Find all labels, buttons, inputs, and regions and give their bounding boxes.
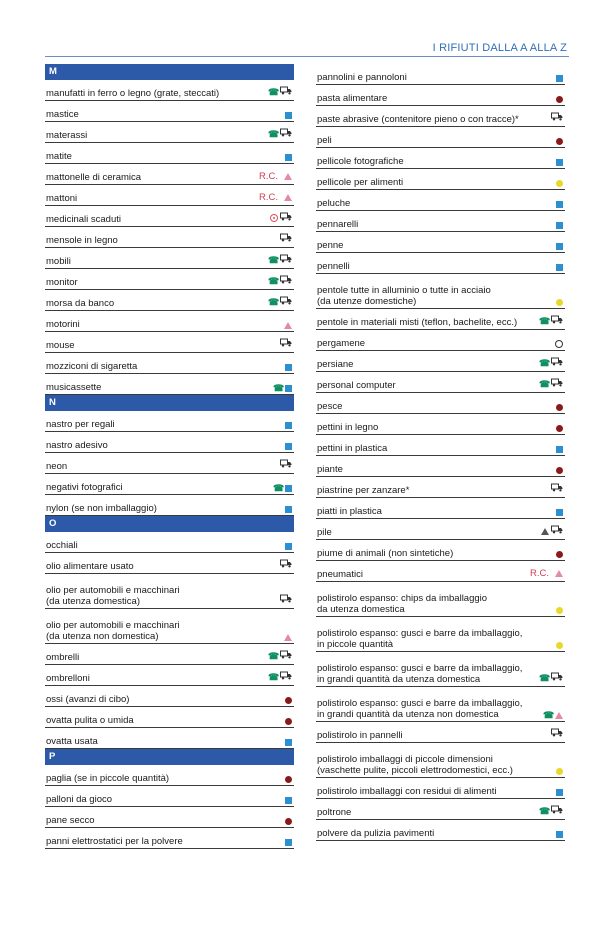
phone-icon: ☎ [543, 710, 555, 720]
list-item [316, 372, 565, 393]
item-label: manufatti in ferro o legno (grate, steccati) [46, 88, 220, 99]
phone-icon: ☎ [268, 254, 280, 265]
disposal-symbols [285, 718, 292, 725]
disposal-symbols [556, 789, 563, 796]
phone-icon: ☎ [268, 275, 280, 286]
phone-icon: ☎ [268, 86, 280, 97]
item-label: piume di animali (non sintetiche) [317, 548, 454, 559]
item-label: persiane [317, 359, 354, 370]
disposal-symbols [280, 559, 292, 571]
truck-icon [551, 315, 563, 327]
section-header [45, 395, 294, 411]
brown-dot [285, 697, 292, 704]
brown-dot [556, 138, 563, 145]
truck-icon [551, 525, 563, 537]
phone-icon: ☎ [273, 483, 285, 493]
header-rule [45, 56, 569, 57]
blue-square [285, 422, 292, 429]
list-item [316, 106, 565, 127]
list-item [45, 248, 294, 269]
disposal-symbols [285, 112, 292, 119]
list-item [45, 786, 294, 807]
yellow-dot [556, 768, 563, 775]
list-item [316, 414, 565, 435]
disposal-symbols [268, 671, 292, 683]
list-item [316, 743, 565, 778]
item-label: mastice [46, 109, 79, 120]
item-label: pettini in legno [317, 422, 379, 433]
truck-icon [280, 459, 292, 471]
item-label: olio alimentare usato [46, 561, 134, 572]
disposal-symbols [556, 201, 563, 208]
rc-label: R.C. [259, 171, 278, 182]
item-label: pile [317, 527, 332, 538]
disposal-symbols [284, 634, 292, 641]
disposal-symbols [556, 425, 563, 432]
yellow-dot [556, 642, 563, 649]
left-column [45, 64, 294, 849]
list-item [316, 435, 565, 456]
item-label: peluche [317, 198, 351, 209]
disposal-symbols [556, 138, 563, 145]
list-item [316, 617, 565, 652]
phone-icon: ☎ [539, 315, 551, 326]
disposal-symbols [280, 338, 292, 350]
pink-triangle [555, 712, 563, 719]
list-item [316, 456, 565, 477]
item-label: personal computer [317, 380, 396, 391]
disposal-symbols [539, 805, 563, 817]
disposal-symbols [556, 222, 563, 229]
brown-dot [556, 96, 563, 103]
item-label: musicassette [46, 382, 102, 393]
list-item [45, 828, 294, 849]
disposal-symbols [555, 340, 563, 348]
list-item [45, 206, 294, 227]
truck-icon [551, 805, 563, 817]
dark-triangle [541, 528, 549, 535]
list-item [316, 351, 565, 372]
blue-square [285, 385, 292, 392]
truck-icon [551, 483, 563, 495]
list-item [316, 498, 565, 519]
item-label: nylon (se non imballaggio) [46, 503, 157, 514]
item-label: paste abrasive (contenitore pieno o con tracce)* [317, 114, 519, 125]
item-label: pneumatici [317, 569, 363, 580]
list-item [45, 332, 294, 353]
list-item [316, 309, 565, 330]
disposal-symbols [285, 543, 292, 550]
item-label: penne [317, 240, 344, 251]
list-item [316, 148, 565, 169]
list-item [45, 686, 294, 707]
disposal-symbols [268, 275, 292, 287]
list-item [316, 799, 565, 820]
yellow-dot [556, 180, 563, 187]
truck-icon [280, 86, 292, 98]
truck-icon [280, 254, 292, 266]
section-letter: P [49, 750, 56, 762]
rc-label: R.C. [530, 568, 549, 579]
item-label: nastro adesivo [46, 440, 108, 451]
phone-icon: ☎ [539, 357, 551, 368]
phone-icon: ☎ [268, 296, 280, 307]
disposal-symbols [285, 506, 292, 513]
disposal-symbols [530, 568, 563, 579]
list-item [45, 707, 294, 728]
item-label: pettini in plastica [317, 443, 388, 454]
blue-square [285, 839, 292, 846]
item-label: negativi fotografici [46, 482, 123, 493]
pink-triangle [284, 194, 292, 201]
list-item [45, 227, 294, 248]
item-label: materassi [46, 130, 88, 141]
disposal-symbols [285, 739, 292, 746]
item-label: polistirolo espanso: gusci e barre da imballaggio, in grandi quantità da utenza non domestica [317, 698, 523, 720]
item-label: panni elettrostatici per la polvere [46, 836, 183, 847]
section-header [45, 749, 294, 765]
disposal-symbols [268, 650, 292, 662]
phone-icon: ☎ [268, 650, 280, 661]
disposal-symbols [556, 467, 563, 474]
disposal-symbols [556, 446, 563, 453]
item-label: ombrelli [46, 652, 80, 663]
list-item [45, 311, 294, 332]
list-item [45, 474, 294, 495]
disposal-symbols [539, 378, 563, 390]
list-item [45, 532, 294, 553]
truck-icon [280, 233, 292, 245]
list-item [45, 122, 294, 143]
item-label: monitor [46, 277, 78, 288]
truck-icon [551, 728, 563, 740]
brown-dot [556, 404, 563, 411]
list-item [45, 143, 294, 164]
item-label: ovatta pulita o umida [46, 715, 134, 726]
blue-square [556, 831, 563, 838]
section-header [45, 516, 294, 532]
item-label: olio per automobili e macchinari (da utenza domestica) [46, 585, 180, 607]
list-item [316, 393, 565, 414]
truck-icon [280, 650, 292, 662]
phone-icon: ☎ [268, 128, 280, 139]
list-item [316, 253, 565, 274]
item-label: mozziconi di sigaretta [46, 361, 138, 372]
list-item [45, 495, 294, 516]
truck-icon [551, 357, 563, 369]
disposal-symbols [285, 697, 292, 704]
item-label: pentole in materiali misti (teflon, bachelite, ecc.) [317, 317, 518, 328]
phone-icon: ☎ [268, 671, 280, 682]
yellow-dot [556, 607, 563, 614]
rc-label: R.C. [259, 192, 278, 203]
list-item [316, 330, 565, 351]
item-label: piante [317, 464, 343, 475]
disposal-symbols [556, 299, 563, 306]
item-label: morsa da banco [46, 298, 115, 309]
disposal-symbols [539, 315, 563, 327]
section-letter: N [49, 396, 56, 408]
truck-icon [280, 128, 292, 140]
item-label: medicinali scaduti [46, 214, 121, 225]
truck-icon [551, 672, 563, 684]
disposal-symbols [268, 86, 292, 98]
brown-dot [556, 467, 563, 474]
list-item [45, 101, 294, 122]
disposal-symbols [285, 818, 292, 825]
truck-icon [280, 296, 292, 308]
disposal-symbols [556, 551, 563, 558]
list-item [316, 211, 565, 232]
item-label: polistirolo imballaggi con residui di alimenti [317, 786, 497, 797]
list-item [316, 582, 565, 617]
item-label: mensole in legno [46, 235, 118, 246]
blue-square [556, 446, 563, 453]
disposal-symbols [551, 112, 563, 124]
item-label: pentole tutte in alluminio o tutte in acciaio (da utenze domestiche) [317, 285, 491, 307]
list-item [45, 453, 294, 474]
blue-square [556, 75, 563, 82]
list-item [316, 190, 565, 211]
blue-square [285, 506, 292, 513]
item-label: polistirolo espanso: gusci e barre da imballaggio, in grandi quantità da utenza domestica [317, 663, 523, 685]
blue-square [556, 243, 563, 250]
truck-icon [280, 559, 292, 571]
blue-square [556, 222, 563, 229]
disposal-symbols [556, 96, 563, 103]
list-item [45, 665, 294, 686]
blue-square [556, 264, 563, 271]
section-letter: M [49, 65, 57, 77]
right-column [316, 64, 565, 841]
disposal-symbols [556, 264, 563, 271]
disposal-symbols [556, 159, 563, 166]
disposal-symbols [285, 422, 292, 429]
disposal-symbols [268, 128, 292, 140]
list-item [316, 169, 565, 190]
disposal-symbols [280, 233, 292, 245]
list-item [45, 807, 294, 828]
phone-icon: ☎ [539, 378, 551, 389]
disposal-symbols [280, 459, 292, 471]
item-label: pesce [317, 401, 343, 412]
list-item [45, 269, 294, 290]
disposal-symbols [551, 728, 563, 740]
list-item [45, 411, 294, 432]
item-label: polistirolo in pannelli [317, 730, 403, 741]
blue-square [285, 443, 292, 450]
item-label: ovatta usata [46, 736, 98, 747]
list-item [316, 722, 565, 743]
blue-square [556, 509, 563, 516]
item-label: motorini [46, 319, 80, 330]
disposal-symbols [268, 296, 292, 308]
disposal-symbols [556, 404, 563, 411]
blue-square [285, 797, 292, 804]
list-item [316, 64, 565, 85]
item-label: pellicole fotografiche [317, 156, 404, 167]
list-item [45, 80, 294, 101]
brown-dot [285, 718, 292, 725]
disposal-symbols [541, 525, 563, 537]
list-item [45, 185, 294, 206]
item-label: ossi (avanzi di cibo) [46, 694, 130, 705]
list-item [45, 609, 294, 644]
list-item [316, 85, 565, 106]
disposal-symbols [285, 797, 292, 804]
item-label: pasta alimentare [317, 93, 388, 104]
list-item [316, 687, 565, 722]
disposal-symbols [556, 75, 563, 82]
disposal-symbols [270, 212, 292, 224]
section-letter: O [49, 517, 57, 529]
disposal-symbols [556, 180, 563, 187]
item-label: mobili [46, 256, 71, 267]
truck-icon [551, 112, 563, 124]
brown-dot [556, 425, 563, 432]
blue-square [285, 364, 292, 371]
disposal-symbols [556, 243, 563, 250]
item-label: pennelli [317, 261, 350, 272]
disposal-symbols [539, 672, 563, 684]
disposal-symbols [273, 385, 292, 392]
disposal-symbols [285, 839, 292, 846]
brown-dot [285, 818, 292, 825]
item-label: piatti in plastica [317, 506, 382, 517]
disposal-symbols [268, 254, 292, 266]
list-item [316, 561, 565, 582]
item-label: polistirolo espanso: chips da imballaggio da utenza domestica [317, 593, 488, 615]
disposal-symbols [285, 364, 292, 371]
item-label: pane secco [46, 815, 95, 826]
disposal-symbols [556, 768, 563, 775]
list-item [316, 127, 565, 148]
item-label: polistirolo espanso: gusci e barre da imballaggio, in piccole quantità [317, 628, 523, 650]
blue-square [556, 201, 563, 208]
list-item [316, 820, 565, 841]
blue-square [285, 112, 292, 119]
list-item [316, 477, 565, 498]
disposal-symbols [539, 357, 563, 369]
disposal-symbols [556, 642, 563, 649]
disposal-symbols [556, 831, 563, 838]
brown-dot [556, 551, 563, 558]
item-label: palloni da gioco [46, 794, 113, 805]
disposal-symbols [284, 322, 292, 329]
pharmacy-target-icon [270, 214, 278, 222]
list-item [45, 574, 294, 609]
item-label: pennarelli [317, 219, 359, 230]
blue-square [556, 159, 563, 166]
disposal-symbols [551, 483, 563, 495]
disposal-symbols [285, 443, 292, 450]
item-label: polvere da pulizia pavimenti [317, 828, 435, 839]
disposal-symbols [259, 171, 292, 182]
pink-triangle [284, 322, 292, 329]
item-label: mattoni [46, 193, 78, 204]
brown-dot [285, 776, 292, 783]
disposal-symbols [285, 154, 292, 161]
blue-square [285, 739, 292, 746]
disposal-symbols [543, 712, 563, 719]
list-item [45, 644, 294, 665]
truck-icon [280, 212, 292, 224]
item-label: paglia (se in piccole quantità) [46, 773, 170, 784]
section-header [45, 64, 294, 80]
list-item [45, 432, 294, 453]
truck-icon [280, 338, 292, 350]
item-label: polistirolo imballaggi di piccole dimensioni (vaschette pulite, piccoli elettrodomestici, ecc.) [317, 754, 513, 776]
item-label: poltrone [317, 807, 352, 818]
item-label: ombrelloni [46, 673, 90, 684]
running-head: I RIFIUTI DALLA A ALLA Z [432, 42, 567, 54]
phone-icon: ☎ [539, 672, 551, 683]
list-item [316, 274, 565, 309]
disposal-symbols [280, 594, 292, 606]
white-ring [555, 340, 563, 348]
item-label: mattonelle di ceramica [46, 172, 142, 183]
list-item [45, 164, 294, 185]
disposal-symbols [556, 509, 563, 516]
list-item [45, 374, 294, 395]
item-label: mouse [46, 340, 75, 351]
disposal-symbols [556, 607, 563, 614]
disposal-symbols [273, 485, 292, 492]
pink-triangle [555, 570, 563, 577]
list-item [316, 232, 565, 253]
item-label: olio per automobili e macchinari (da utenza non domestica) [46, 620, 180, 642]
truck-icon [280, 594, 292, 606]
blue-square [285, 154, 292, 161]
item-label: pergamene [317, 338, 366, 349]
item-label: matite [46, 151, 72, 162]
list-item [316, 519, 565, 540]
pink-triangle [284, 173, 292, 180]
item-label: pellicole per alimenti [317, 177, 404, 188]
list-item [45, 290, 294, 311]
truck-icon [280, 671, 292, 683]
list-item [45, 728, 294, 749]
item-label: peli [317, 135, 332, 146]
disposal-symbols [285, 776, 292, 783]
list-item [45, 765, 294, 786]
truck-icon [551, 378, 563, 390]
item-label: pannolini e pannoloni [317, 72, 407, 83]
item-label: neon [46, 461, 68, 472]
list-item [316, 778, 565, 799]
item-label: occhiali [46, 540, 78, 551]
disposal-symbols [259, 192, 292, 203]
yellow-dot [556, 299, 563, 306]
list-item [316, 540, 565, 561]
blue-square [285, 485, 292, 492]
list-item [45, 553, 294, 574]
list-item [45, 353, 294, 374]
list-item [316, 652, 565, 687]
blue-square [556, 789, 563, 796]
truck-icon [280, 275, 292, 287]
item-label: piastrine per zanzare* [317, 485, 410, 496]
phone-icon: ☎ [539, 805, 551, 816]
pink-triangle [284, 634, 292, 641]
item-label: nastro per regali [46, 419, 115, 430]
phone-icon: ☎ [273, 383, 285, 393]
blue-square [285, 543, 292, 550]
